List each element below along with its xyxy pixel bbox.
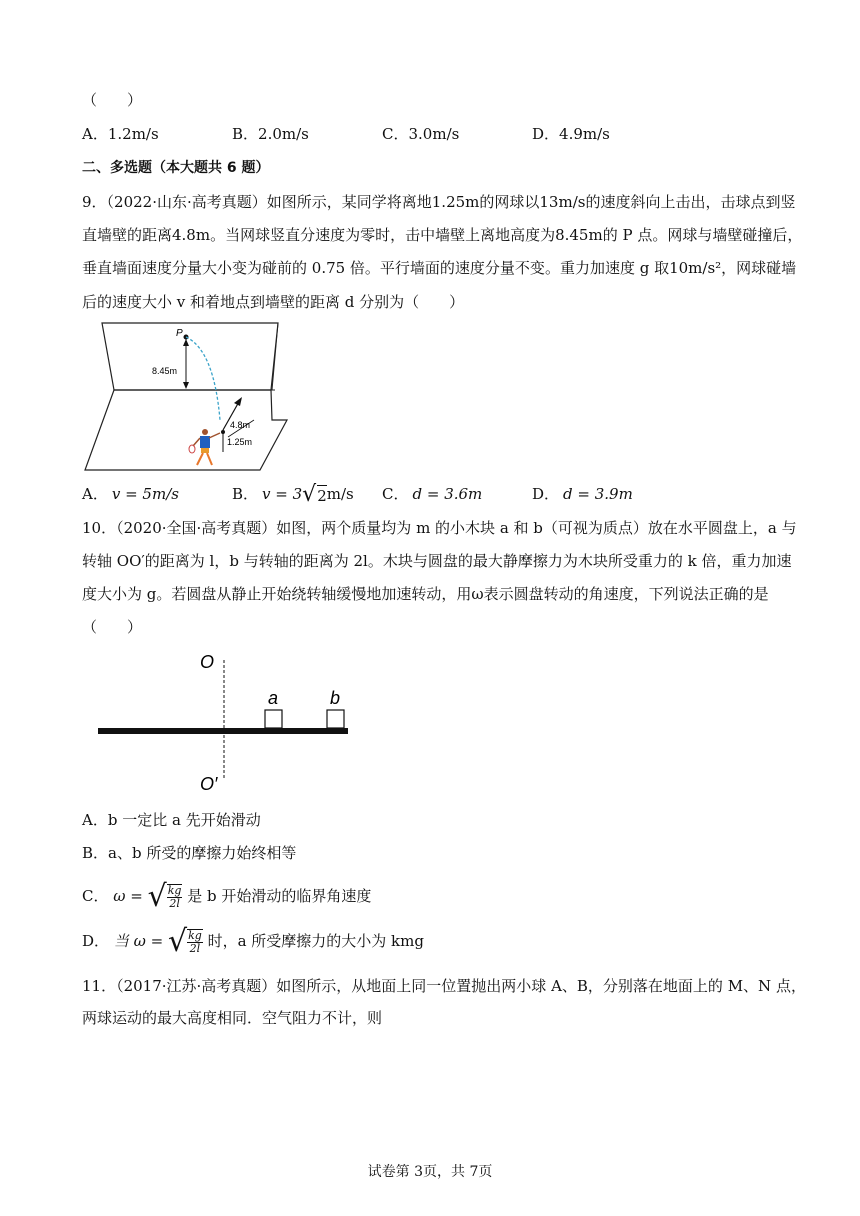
- player-icon: [189, 429, 220, 465]
- radical-icon: √: [147, 879, 167, 914]
- q10-figure: [96, 648, 356, 798]
- label-h-hit: 1.25m: [227, 437, 253, 447]
- option-text-pre: v = 3: [262, 485, 303, 503]
- q9-line-3: 垂直墙面速度分量大小变为碰前的 0.75 倍。平行墙面的速度分量不变。重力加速度 g 取10m/s²，网球碰墙: [82, 259, 797, 277]
- q10-line-1: 10．（2020·全国·高考真题）如图，两个质量均为 m 的小木块 a 和 b（可视为质点）放在水平圆盘上，a 与: [82, 519, 797, 537]
- option-text: 时，a 所受摩擦力的大小为 kmg: [207, 932, 424, 950]
- radical-icon: √: [167, 924, 188, 959]
- label-b: b: [330, 688, 341, 708]
- option-text: d = 3.9m: [563, 485, 633, 503]
- option-text: v = 5m/s: [111, 485, 179, 503]
- page-footer: 试卷第 3页，共 7页: [367, 1164, 493, 1180]
- trajectory: [186, 337, 220, 420]
- arrow-head: [183, 382, 189, 389]
- q9-option-d[interactable]: [532, 484, 633, 504]
- option-letter: B．: [232, 125, 259, 143]
- q11-line-2: 两球运动的最大高度相同．空气阻力不计，则: [82, 1009, 383, 1027]
- q9-line-4: 后的速度大小 v 和着地点到墙壁的距离 d 分别为（ ）: [82, 293, 465, 311]
- fraction-num: kg: [167, 884, 182, 897]
- option-text-post: m/s: [326, 485, 354, 503]
- option-letter: A．: [82, 485, 108, 503]
- q10-line-4: （ ）: [82, 618, 143, 636]
- option-text: 4.9m/s: [559, 125, 610, 143]
- radical-icon: √: [302, 482, 317, 507]
- option-letter: C．: [82, 887, 109, 905]
- option-d[interactable]: [532, 124, 610, 144]
- option-text: 1.2m/s: [107, 125, 159, 143]
- q10-line-3: 度大小为 g。若圆盘从静止开始绕转轴缓慢地加速转动，用ω表示圆盘转动的角速度，下列说法正确的是: [82, 585, 769, 603]
- option-letter: D．: [82, 932, 110, 950]
- q11-line-1: 11．（2017·江苏·高考真题）如图所示，从地面上同一位置抛出两小球 A、B，分别落在地面上的 M、N 点，: [82, 977, 806, 995]
- option-text: a、b 所受的摩擦力始终相等: [108, 844, 297, 862]
- arrow-head: [183, 339, 189, 346]
- q9-option-b[interactable]: [232, 484, 354, 506]
- floor: [85, 390, 287, 470]
- option-formula-lhs: 当 ω =: [113, 932, 164, 950]
- wall-edge: [272, 323, 278, 390]
- q10-option-a[interactable]: [82, 810, 261, 830]
- fraction-den: 2l: [189, 942, 201, 955]
- option-letter: D．: [532, 125, 560, 143]
- disc-bar: [98, 728, 348, 734]
- option-letter: D．: [532, 485, 560, 503]
- option-c[interactable]: [382, 124, 459, 144]
- section-heading: 二、多选题（本大题共 6 题）: [82, 160, 270, 176]
- q10-option-d[interactable]: [82, 925, 424, 957]
- ball: [221, 430, 225, 434]
- option-letter: B．: [232, 485, 259, 503]
- option-text: 是 b 开始滑动的临界角速度: [187, 887, 372, 905]
- q9-option-a[interactable]: [82, 484, 179, 504]
- arrow-head: [234, 397, 242, 406]
- q9-figure: [82, 320, 312, 472]
- label-h-wall: 8.45m: [152, 366, 178, 376]
- block-a: [265, 710, 282, 728]
- fraction: [187, 929, 203, 955]
- label-p: P: [176, 328, 183, 339]
- option-formula-lhs: ω =: [113, 887, 143, 905]
- option-a[interactable]: [82, 124, 159, 144]
- label-o-top: O: [200, 652, 215, 672]
- option-text: b 一定比 a 先开始滑动: [107, 811, 261, 829]
- q9-line-2: 直墙壁的距离4.8m。当网球竖直分速度为零时，击中墙壁上离地高度为8.45m的 P 点。网球与墙壁碰撞后，: [82, 226, 803, 244]
- q9-option-c[interactable]: [382, 484, 482, 504]
- q9-line-1: 9．（2022·山东·高考真题）如图所示，某同学将离地1.25m的网球以13m/s的速度斜向上击出，击球点到竖: [82, 193, 796, 211]
- option-text: 3.0m/s: [408, 125, 460, 143]
- option-b[interactable]: [232, 124, 309, 144]
- q10-option-b[interactable]: [82, 843, 296, 863]
- option-text: d = 3.6m: [412, 485, 483, 503]
- option-radicand: 2: [317, 486, 327, 505]
- q10-option-c[interactable]: [82, 880, 371, 912]
- label-dist: 4.8m: [230, 420, 251, 430]
- answer-paren: （ ）: [82, 91, 143, 109]
- fraction-num: kg: [188, 929, 202, 942]
- option-letter: C．: [382, 125, 409, 143]
- label-o-bottom: O′: [200, 774, 218, 794]
- option-letter: C．: [382, 485, 409, 503]
- label-a: a: [268, 688, 279, 708]
- option-text: 2.0m/s: [258, 125, 309, 143]
- option-letter: A．: [82, 811, 108, 829]
- option-letter: B．: [82, 844, 109, 862]
- fraction-den: 2l: [169, 897, 180, 910]
- block-b: [327, 710, 344, 728]
- wall: [102, 323, 278, 390]
- fraction: [167, 884, 183, 910]
- option-letter: A．: [82, 125, 108, 143]
- q10-line-2: 转轴 OO′的距离为 l，b 与转轴的距离为 2l。木块与圆盘的最大静摩擦力为木块所受重力的 k 倍，重力加速: [82, 552, 792, 570]
